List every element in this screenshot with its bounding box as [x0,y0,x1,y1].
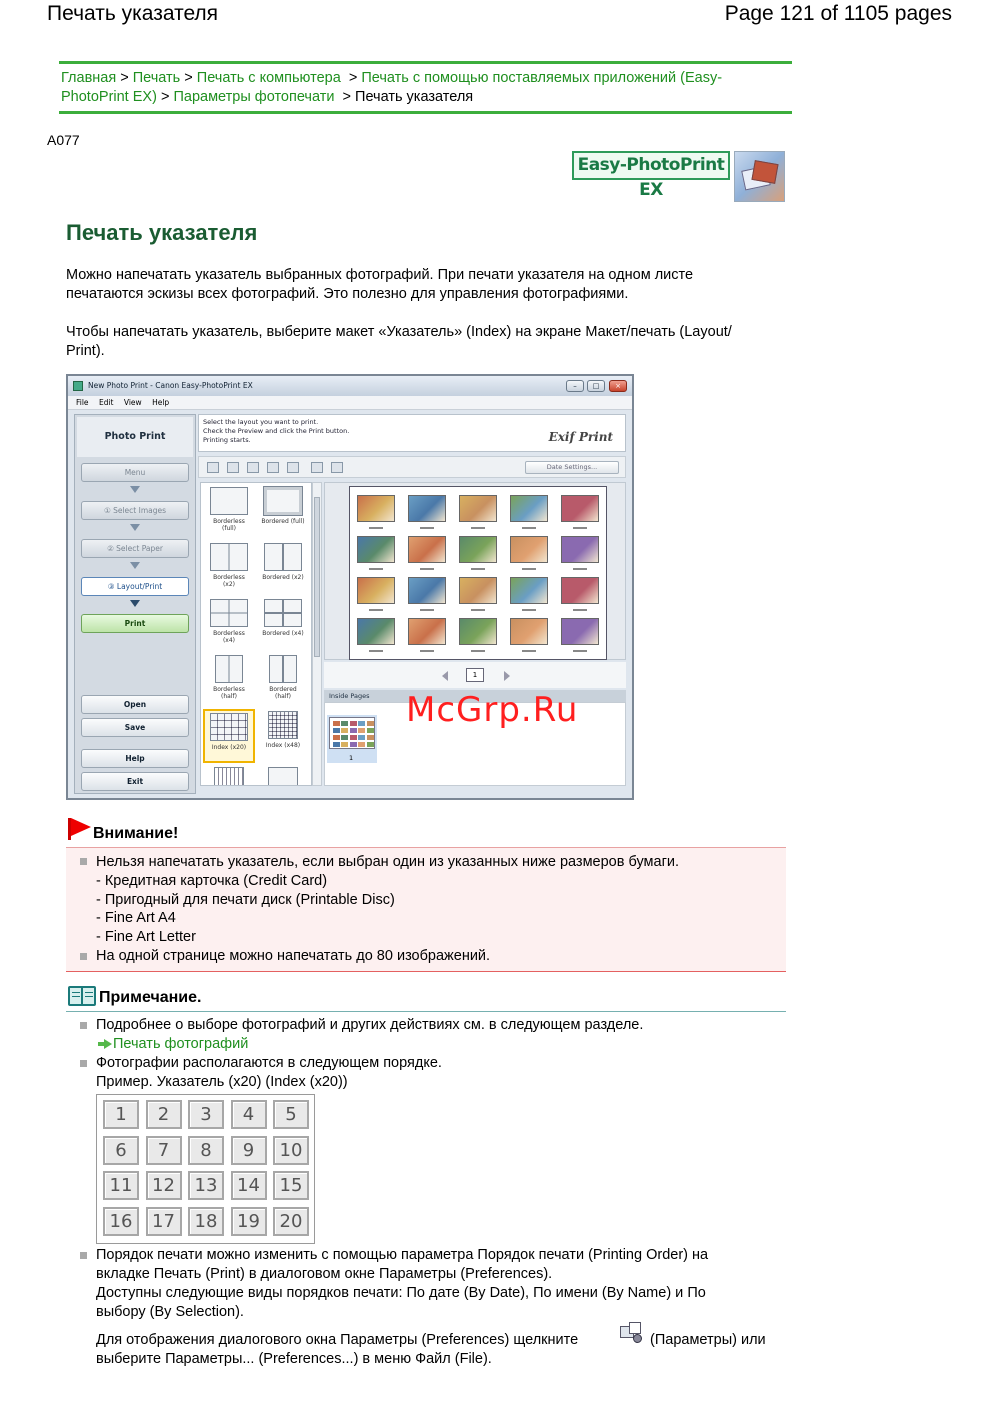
layout-label: Bordered (x2) [262,574,304,581]
layout-thumbnail [264,599,302,627]
previous-page-icon[interactable] [442,671,448,681]
order-cell: 11 [103,1171,139,1200]
photo-caption [369,568,383,570]
photo-thumbnail [357,495,395,522]
photo-thumbnail [357,536,395,563]
layout-list [200,482,312,786]
attention-item: Нельзя напечатать указатель, если выбран один из указанных ниже размеров бумаги. [96,854,679,870]
order-cell: 15 [273,1171,309,1200]
layout-thumbnail [215,655,243,683]
layout-option[interactable] [203,485,255,539]
easy-photoprint-logo: Easy-PhotoPrint EX [572,151,730,180]
layout-thumbnail [264,487,302,515]
menu-view[interactable]: View [123,398,142,407]
photo-thumbnail [459,618,497,645]
mini-photo [367,721,374,726]
attention-title: Внимание! [93,825,179,842]
page-counter: Page 121 of 1105 pages [724,2,952,25]
photo-caption [522,568,536,570]
note-item-line: Доступны следующие виды порядков печати: По дате (By Date), По имени (By Name) и По [96,1285,706,1301]
page-thumbnail[interactable] [329,717,375,749]
paper-size-item: - Fine Art A4 [96,910,176,926]
mini-photo [358,735,365,740]
order-cell: 16 [103,1207,139,1236]
paper-size-item: - Пригодный для печати диск (Printable Disc) [96,892,395,908]
layout-label: Borderless [213,574,245,581]
note-item-line: выберите Параметры... (Preferences...) в меню Файл (File). [96,1351,492,1367]
attention-header [66,818,786,848]
instruction-text: Check the Preview and click the Print button. [203,427,350,435]
layout-option[interactable] [257,485,309,539]
order-cell: 10 [273,1136,309,1165]
arrow-down-icon [130,562,140,569]
page-title: Печать указателя [66,220,258,245]
rotate-right-icon[interactable] [227,462,239,473]
note-item-line: Порядок печати можно изменить с помощью параметра Порядок печати (Printing Order) на [96,1247,709,1263]
date-settings-button[interactable]: Date Settings... [525,461,619,474]
photo-thumbnail [561,577,599,604]
breadcrumb [59,61,792,114]
mini-photo [350,721,357,726]
mini-photo [358,728,365,733]
order-cell: 7 [146,1136,182,1165]
panel-title: Photo Print [77,417,193,457]
layout-option[interactable] [203,597,255,651]
layout-thumbnail [210,599,248,627]
breadcrumb-separator: > [120,70,129,86]
layout-thumbnail [210,713,248,741]
breadcrumb-current: Печать указателя [355,89,474,105]
photo-caption [420,568,434,570]
breadcrumb-separator: > [342,89,351,105]
layout-label: (half) [275,693,291,700]
order-cell: 1 [103,1100,139,1129]
watermark: McGrp.Ru [406,690,579,730]
photo-thumbnail [510,495,548,522]
photo-thumbnail [561,495,599,522]
menu-file[interactable]: File [76,398,89,407]
photo-caption [369,650,383,652]
layout-thumbnail [214,767,244,786]
book-icon [68,986,96,1006]
photo-caption [420,527,434,529]
bullet-icon [80,953,87,960]
preferences-icon [620,1322,644,1344]
layout-thumbnail [210,543,248,571]
order-cell: 5 [273,1100,309,1129]
layout-label: Borderless [213,686,245,693]
layout-label: (x4) [222,637,236,644]
layout-option[interactable] [203,765,255,786]
app-icon [73,381,83,391]
intro-line: печатаются эскизы всех фотографий. Это полезно для управления фотографиями. [66,286,629,302]
inside-pages-label: Inside Pages [324,690,626,702]
mini-photo [367,742,374,747]
note-item-line: выбору (By Selection). [96,1304,244,1320]
instructions-box [198,414,626,452]
order-cell: 20 [273,1207,309,1236]
order-cell: 4 [231,1100,267,1129]
preview-sheet [349,486,607,660]
mini-photo [367,728,374,733]
exit-button[interactable]: Exit [81,772,189,791]
next-page-icon[interactable] [504,671,510,681]
order-cell: 8 [188,1136,224,1165]
mini-photo [333,728,340,733]
layout-label: Index (x48) [265,742,301,749]
page-thumbnail-number: 1 [349,754,354,762]
photo-thumbnail [357,577,395,604]
photo-thumbnail [408,536,446,563]
mini-photo [333,742,340,747]
select-paper-step-button[interactable]: ② Select Paper [81,539,189,558]
mini-photo [333,735,340,740]
layout-label: Borderless [213,518,245,525]
breadcrumb-home[interactable]: Главная [61,70,117,86]
layout-option[interactable] [257,653,309,707]
photo-caption [471,650,485,652]
scrollbar-thumb[interactable] [314,497,320,657]
red-flag-icon [71,818,91,836]
note-header [66,984,786,1012]
layout-label: (full) [222,525,236,532]
mini-photo [333,721,340,726]
attention-item: На одной странице можно напечатать до 80 изображений. [96,948,491,964]
preview-area [324,482,626,660]
layout-option[interactable] [257,765,309,786]
order-cell: 14 [231,1171,267,1200]
note-item: Фотографии располагаются в следующем порядке. [96,1055,442,1071]
page-number: 1 [466,668,484,682]
order-cell: 13 [188,1171,224,1200]
note-item: Подробнее о выборе фотографий и других действиях см. в следующем разделе. [96,1017,644,1033]
layout-thumbnail [268,711,298,739]
document-id: A077 [47,132,80,148]
edit-toolbar [198,456,626,478]
instruction-line: Чтобы напечатать указатель, выберите макет «Указатель» (Index) на экране Макет/печать (Layout/ [66,324,732,340]
correct-icon[interactable] [311,462,323,473]
arrow-right-icon [104,1039,112,1049]
intro-line: Можно напечатать указатель выбранных фотографий. При печати указателя на одном листе [66,267,694,283]
maximize-icon[interactable]: □ [587,380,605,392]
exif-print-logo: Exif Print [548,430,613,444]
photo-caption [369,609,383,611]
order-cell: 17 [146,1207,182,1236]
layout-print-step-button[interactable]: ③ Layout/Print [81,577,189,596]
mini-photo [350,742,357,747]
note-example: Пример. Указатель (x20) (Index (x20)) [96,1074,348,1090]
photo-caption [420,609,434,611]
mini-photo [341,721,348,726]
help-button[interactable]: Help [81,749,189,768]
app-screenshot [66,374,634,800]
breadcrumb-photo-print-settings[interactable]: Параметры фотопечати [173,89,335,105]
photo-caption [573,650,587,652]
attention-box [66,848,786,972]
layout-label: Index (x20) [211,744,247,751]
breadcrumb-bundled-apps-part2: PhotoPrint EX) [61,89,157,105]
bullet-icon [80,1022,87,1029]
save-button[interactable]: Save [81,718,189,737]
print-photos-link[interactable]: Печать фотографий [113,1036,249,1052]
order-cell: 19 [231,1207,267,1236]
layout-thumbnail [268,767,298,786]
photo-caption [522,609,536,611]
breadcrumb-print-from-computer[interactable]: Печать с компьютера [196,70,341,86]
photo-caption [573,568,587,570]
layout-option[interactable] [257,709,309,763]
photo-caption [471,568,485,570]
layout-scrollbar[interactable] [312,482,322,786]
bullet-icon [80,1252,87,1259]
photo-caption [573,527,587,529]
date-icon[interactable] [287,462,299,473]
note-item-line: (Параметры) или [650,1332,766,1348]
layout-label: (half) [221,693,237,700]
print-order-grid [96,1094,315,1244]
layout-option[interactable] [203,541,255,595]
photo-caption [471,527,485,529]
mini-photo [367,735,374,740]
paper-size-item: - Fine Art Letter [96,929,196,945]
arrow-down-icon [130,524,140,531]
note-title: Примечание. [99,989,202,1006]
order-cell: 12 [146,1171,182,1200]
mini-photo [341,728,348,733]
layout-thumbnail [264,543,302,571]
layout-option-selected[interactable] [203,709,255,763]
note-item-line: Для отображения диалогового окна Параметры (Preferences) щелкните [96,1332,579,1348]
layout-option[interactable] [203,653,255,707]
mini-photo [358,721,365,726]
layout-label: (x2) [222,581,236,588]
layout-thumbnail [210,487,248,515]
photo-caption [369,527,383,529]
photo-thumbnail [510,618,548,645]
photo-caption [420,650,434,652]
order-cell: 2 [146,1100,182,1129]
window-title: New Photo Print - Canon Easy-PhotoPrint EX [88,381,253,390]
preferences-icon[interactable] [331,462,343,473]
instruction-text: Select the layout you want to print. [203,418,319,426]
order-cell: 18 [188,1207,224,1236]
minimize-icon[interactable]: – [566,380,584,392]
print-button[interactable]: Print [81,614,189,633]
photo-thumbnail [561,618,599,645]
breadcrumb-separator: > [184,70,193,86]
menu-edit[interactable]: Edit [98,398,114,407]
photo-stack-icon [734,151,785,202]
bullet-icon [80,1060,87,1067]
photo-thumbnail [459,577,497,604]
photo-thumbnail [459,536,497,563]
layout-label: Bordered (full) [261,518,305,525]
page-navigator [324,662,626,688]
navigation-panel [74,414,196,794]
instruction-line: Print). [66,343,105,359]
photo-thumbnail [459,495,497,522]
layout-thumbnail [269,655,297,683]
instruction-paragraph [66,323,776,361]
photo-thumbnail [510,577,548,604]
breadcrumb-print[interactable]: Печать [132,70,181,86]
photo-thumbnail [408,495,446,522]
frame-icon[interactable] [267,462,279,473]
order-cell: 6 [103,1136,139,1165]
photo-caption [471,609,485,611]
photo-thumbnail [408,618,446,645]
rotate-left-icon[interactable] [207,462,219,473]
photo-thumbnail [357,618,395,645]
page-header-title: Печать указателя [47,2,219,25]
photo-caption [522,527,536,529]
layout-label: Bordered (x4) [262,630,304,637]
layout-label: Borderless [213,630,245,637]
layout-label: Bordered [269,686,297,693]
close-icon[interactable]: × [609,380,627,392]
window-titlebar [68,376,632,396]
mini-photo [341,742,348,747]
order-cell: 3 [188,1100,224,1129]
instruction-text: Printing starts. [203,436,251,444]
photo-thumbnail [510,536,548,563]
note-item-line: вкладке Печать (Print) в диалоговом окне Параметры (Preferences). [96,1266,553,1282]
mini-photo [350,728,357,733]
menu-bar [68,396,632,410]
layout-option[interactable] [257,541,309,595]
breadcrumb-bundled-apps-part1: Печать с помощью поставляемых приложений (Easy- [361,70,723,86]
breadcrumb-separator: > [160,89,170,105]
photo-thumbnail [408,577,446,604]
arrow-down-icon [130,486,140,493]
mini-photo [350,735,357,740]
arrow-down-icon [130,600,140,607]
mini-photo [358,742,365,747]
layout-option[interactable] [257,597,309,651]
paper-size-item: - Кредитная карточка (Credit Card) [96,873,328,889]
open-button[interactable]: Open [81,695,189,714]
menu-help[interactable]: Help [152,398,170,407]
select-images-step-button[interactable]: ① Select Images [81,501,189,520]
intro-paragraph [66,266,776,304]
crop-icon[interactable] [247,462,259,473]
photo-thumbnail [561,536,599,563]
breadcrumb-separator: > [348,70,358,86]
photo-caption [573,609,587,611]
menu-step-button[interactable]: Menu [81,463,189,482]
photo-caption [522,650,536,652]
order-cell: 9 [231,1136,267,1165]
mini-photo [341,735,348,740]
bullet-icon [80,858,87,865]
